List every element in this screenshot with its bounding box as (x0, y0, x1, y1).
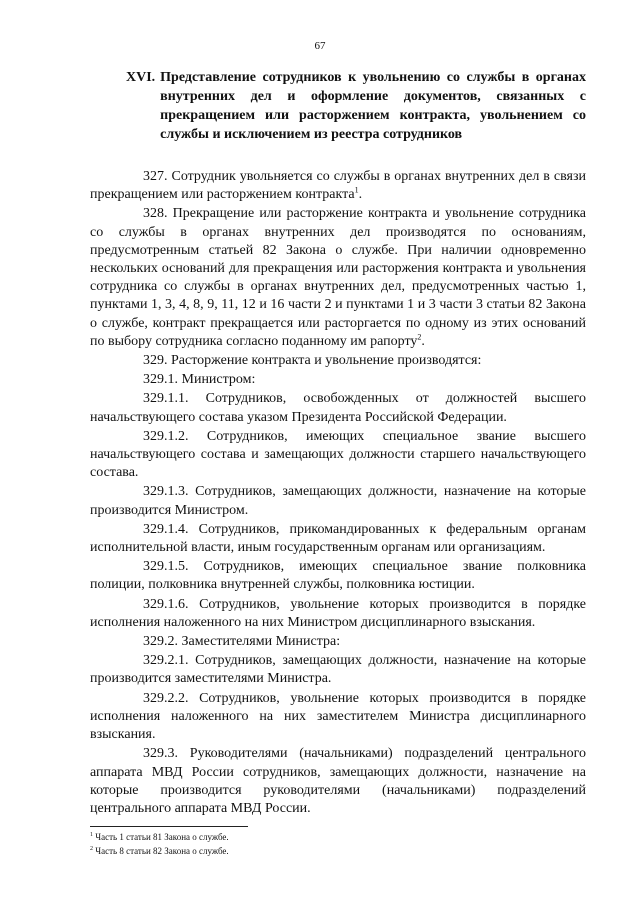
paragraph-327: 327. Сотрудник увольняется со службы в органах внутренних дел в связи прекращением или расторжением контракта$^1$. (90, 169, 586, 203)
document-body (90, 168, 586, 818)
page-number: 67 (314, 40, 326, 52)
paragraph-329-1-2: 329.1.2. Сотрудников, имеющих специальное звание высшего начальствующего состава и замещающих должности старшего начальствующего состава. (90, 428, 586, 481)
footnote-ref-2: 2 (417, 332, 422, 342)
paragraph-329-1-6: 329.1.6. Сотрудников, увольнение которых производится в порядке исполнения наложенного на них Министром дисциплинарного взыскания. (90, 596, 586, 630)
footnote-divider (90, 826, 248, 827)
paragraph-329-1: 329.1. Министром: (143, 372, 256, 388)
paragraph-329-2: 329.2. Заместителями Министра: (143, 634, 341, 650)
paragraph-329: 329. Расторжение контракта и увольнение производятся: (143, 353, 482, 369)
section-heading (126, 68, 586, 144)
footnotes (90, 830, 390, 858)
footnote-ref-1: 1 (354, 185, 359, 195)
paragraph-329-1-5: 329.1.5. Сотрудников, имеющих специальное звание полковника полиции, полковника внутренней службы, полковника юстиции. (90, 559, 586, 593)
paragraph-329-1-4: 329.1.4. Сотрудников, прикомандированных к федеральным органам исполнительной власти, иным государственным органам или организациям. (90, 521, 586, 556)
footnote-2: $^2$ Часть 8 статьи 82 Закона о службе. (90, 846, 229, 856)
paragraph-329-1-1: 329.1.1. Сотрудников, освобожденных от должностей высшего начальствующего состава указом Президента Российской Федерации. (90, 391, 586, 425)
paragraph-329-2-1: 329.2.1. Сотрудников, замещающих должности, назначение на которые производится заместителями Министра. (90, 653, 586, 687)
paragraph-329-1-3: 329.1.3. Сотрудников, замещающих должности, назначение на которые производится Министром. (90, 484, 586, 518)
section-title: Представление сотрудников к увольнению со службы в органах внутренних дел и оформление документов, связанных с прекращением или расторжением контракта, увольнением со службы и исключением из реестра сотрудников (160, 70, 586, 142)
footnote-1: $^1$ Часть 1 статьи 81 Закона о службе. (90, 832, 229, 842)
paragraph-329-2-2: 329.2.2. Сотрудников, увольнение которых производится в порядке исполнения наложенного на них заместителем Министра дисциплинарного взыскания. (90, 690, 586, 743)
section-number: XVI. (126, 70, 156, 85)
paragraph-328: 328. Прекращение или расторжение контракта и увольнение сотрудника со службы в органах внутренних дел производятся по основаниям, предусмотренным статьей 82 Закона о службе. При наличии одновременно нескольких оснований для прекращения или расторжения контракта и увольнения сотрудника со службы в органах внутренних дел, предусмотренных частью 1, пунктами 1, 3, 4, 8, 9, 11, 12 и 16 части 2 и пунктами 1 и 3 части 3 статьи 82 Закона о службе, контракт прекращается или расторгается по одному из этих оснований по выбору сотрудника согласно поданному им рапорту$^2$. (90, 206, 586, 349)
paragraph-329-3: 329.3. Руководителями (начальниками) подразделений центрального аппарата МВД России сотрудников, замещающих должности, назначение на которые производится руководителями (начальниками) подразделений центрального аппарата МВД России. (90, 746, 586, 816)
